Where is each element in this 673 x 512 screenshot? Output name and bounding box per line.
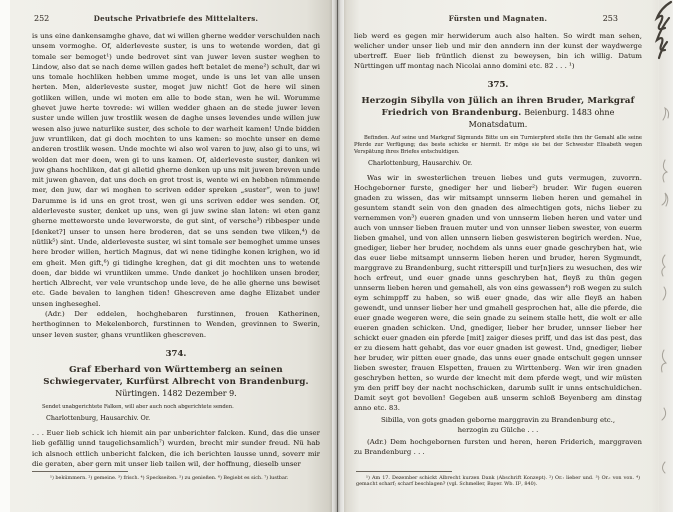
book-gutter-shadow [329, 0, 347, 512]
letter-373-address: (Adr.) Der eddelen, hochghebaren furstinnen, frouen Katherinen, herthoginnen to Mekelenborch, furstinnen to Wenden, grevinnen to Swerin, unser leven suster, ghans vruntliken ghescreven. [32, 310, 320, 339]
entry-375-number: 375. [487, 80, 509, 90]
running-head-right [354, 14, 642, 25]
page-number-252: 252 [34, 14, 50, 23]
footnotes-left: ¹) bekümmern. ²) gemeine. ³) frisch. ⁴) Speckseiten. ⁵) zu genießen. ⁶) Begiebt es sich. ⁷) lustbar. [50, 475, 289, 482]
entry-375-regest: Befinden. Auf seine und Markgraf Sigmunds Bitte um ein Turnierpferd stelle ihm ihr Gemahl alle seine Pferde zur Verfügung; das beste schicke er hiermit. Er möge sie bei der Schwester Elisabeth wegen Verspätung ihres Briefes entschuldigen. [354, 135, 642, 155]
entry-375-heading [354, 95, 642, 131]
running-title-left: Deutsche Privatbriefe des Mittelalters. [93, 14, 259, 23]
letter-374-end: lieb werd es gegen mir herwiderum auch also halten. So wirdt man sehen, welicher under unser lieb und mir den anndern inn der kunst der waydwerge ubertreff. Euer lieb früntlich dienst zu beweysen, bin ich willig. Datum Nürttingen uff montag nach Nicolai anno domini etc. 82 . . . ¹) [354, 32, 642, 70]
page-253 [344, 0, 658, 512]
entry-375-title: Herzogin Sibylla von Jülich an ihren Bruder, Markgraf Friedrich von Brandenburg. [361, 96, 635, 118]
footnote-area-left [32, 471, 318, 482]
footnote-rule-right [356, 471, 452, 472]
running-head-left [32, 14, 320, 25]
ink-scribble-icon [633, 0, 673, 70]
page-252 [10, 0, 332, 512]
entry-374-number: 374. [165, 348, 187, 359]
footnote-area-right [356, 471, 640, 488]
page-number-253: 253 [602, 14, 618, 23]
entry-374-heading [32, 364, 320, 400]
footnotes-right: ¹) Am 17. Dezember schickt Albrecht kurzen Dank (Abschrift Konzept). ²) Or.: lieber und. ³) Or.: von von. ⁴) gemacht scharf; scharf beschlagen? (vgl. Schmeller, Bayer. Wb. II², 840). [356, 474, 640, 488]
entry-375-signature: Sibilla, von gots gnaden geborne marggravin zu Brandenburg etc., herzogin zu Gülche . . . [380, 416, 616, 434]
entry-375-address: (Adr.) Dem hochgebornen fursten und heren, heren Friderich, marggraven zu Brandenburg . . . [354, 438, 642, 456]
entry-374-body: . . . Euer lieb schick ich hiemit ain par unberichter falcken. Kund, das die unser lieb gefällig unnd taugelichsamlich⁷) wurden, brecht mir sunder freud. Nü hab ich alsnoch ettlich unbericht falcken, die ich berichten lausse unnd, soverr mir die geraten, aber gern mit unser lieb tailen wil, der hoffnung, dieselb unser [32, 428, 320, 468]
entry-375-body: Was wir in swesterlichen treuen liebes und guts vermugen, zuvorrn. Hochgeborner furste, gnediger her und lieber²) bruder. Wir fugen eueren gnaden zu wissen, das wir mitsampt unnserm lieben heren und gemahel in gesuntem standt sein von den gnaden des almechtigen gots, nichs lieber zu vernemmen von³) eueren gnaden und von unnserm lieben heren und vater und auch von unnser lieben frauen muter und von unnser lieben swester, von euerm lieben gmahel, und von allen unnsern lieben geswisteren begirich werden. Nue, gnediger, lieber her bruder, nochdem als unns euer gnade geschryben hat, wie das euer liebe mitsampt unnserm lieben heren und bruder, heren Sygmundt, marggrave zu Brandenburg, sucht ritterspill und tur[n]iers zu wesuchen, des wir hoch erfreut, und euer gnade unns geschryben hat, fleyß zu thün gegen unnserm lieben heren und gemahell, als von eins gewassen⁴) roß wegen zu sulch eym schimppff zu haben, so wiß euer gnade, das wir alle fleyß an haben gewendt, und unnser lieber her und gmahell gesprochen hat, alle die pferde, die euer gnade wegeren were, die sein gnade zu seinem stalle hett, die wolt er alle eueren gnaden schicken. Und, gnediger, lieber her bruder, unnser lieber her schickt euer gnaden ein pferde [mit] zaiger dieses priff, und das ist das pest, das er zu diesem hatt gehabt, das vor euer gnaden ist gewest. Und, gnediger, lieber her bruder, wir pitten euer gnade, das unns euer gnade entschult gegen unnser lieben swester, frauen Elspetten, frauen zu Wirttenberg. Wen wir iren gnaden geschryben hetten, so wurde der knecht mit dem pferde wegt, und wir müsten ym den priff bey der nacht nochschicken, darumb sullt ir unns entschuldichen. Damit seyt got bevollen! Gegeben auß unserm schloß Beyenberg am dinstag anno etc. 83. [354, 174, 642, 412]
entry-374-source: Charlottenburg, Hausarchiv. Or. [46, 413, 151, 422]
entry-375-source: Charlottenburg, Hausarchiv. Or. [368, 159, 473, 167]
entry-374-place-date: Nürtingen. 1482 Dezember 9. [115, 388, 237, 398]
letter-373-continuation: is uns eine dankensamghe ghave, dat wi willen gherne wedder verschulden nach unsem vormoghe. Of, alderleveste suster, is uns to wetende worden, dat gi tomale ser bemoget¹) unde bedrovet sint van juwer leven suster weghen to Lindow, also dat se nach deme willen gades heft betalet de mene²) schult, dar wi uns tomale hochliken hebben umme moget, unde is uns let van alle unsen herten. Men, alderleveste suster, moget juw nicht! Got de here wil sinen gotliken willen, unde wi moten em alle to bode stan, wen he wil. Worumme ghevet juwe herte tovrede: wi willen wedder ghaen an de stede juwer leven suster unde willen juw trostlik wesen de daghe unses levendes unde willen juw wesen also juwe naturlike suster, des schole to der warheit kamen! Unde bidden juw vruntliken, dat gi doch mochten to uns kamen: so mochte unser en deme anderen trostlik wesen. Unde mochte wi also wol varen to juw, also gi to uns, wi wolden dat mer doen, wen gi to uns kamen. Of, alderleveste suster, danken wi juw ghans hochliken, dat gi alletid gherne denken up uns mit juwen breven unde mit juwen ghaven, dat uns doch en grot trost is, wente wi en hebben nümmende mer, den juw, dar wi moghen to scriven edder spreken „suster“, wen to juw! Darumme is id uns en grot trost, wen gi uns scriven edder wes senden. Of, alderleveste suster, denket up uns, wen gi juw swine slan laten: wi eten ganz gherne metteworste unde leverworste, de gut sint, of versche³) ribbesper unde [denket?] unser to unsen here broderen, dat se uns senden twe vliken,⁴) de nütlik⁵) sint. Unde, alderleveste suster, wi sint tomale ser bemoghet umme unses here broder willen, hertich Magnus, dat wi nene tidinghe konen krighen, wo id em gheit. Men gift,⁶) gi tidinghe kreghen, dat gi dit mochten uns to wetende doen, dar bidde wi vruntliken umme. Unde danket jo hochliken unsen broder, hertich Albrecht, ver vele vruntschop unde leve, de he alle gherne uns bewiset etc. Gade bevalen to langhen tiden! Ghescreven ame daghe Elizabet under unsen ingheseghel. [32, 32, 320, 308]
entry-374-title: Graf Eberhard von Württemberg an seinen Schwiegervater, Kurfürst Albrecht von Brandenburg. [43, 364, 309, 387]
running-title-right: Fürsten und Magnaten. [448, 14, 548, 23]
entry-374-regest: Sendet unabgerichtete Falken, will aber auch noch abgerichtete senden. [42, 403, 234, 410]
footnote-rule-left [32, 471, 128, 472]
pencil-scribbles-icon [647, 0, 673, 512]
gutter-fold-line [337, 0, 338, 512]
entry-375-place-date: Beienburg. 1483 ohne Monatsdatum. [468, 108, 615, 129]
